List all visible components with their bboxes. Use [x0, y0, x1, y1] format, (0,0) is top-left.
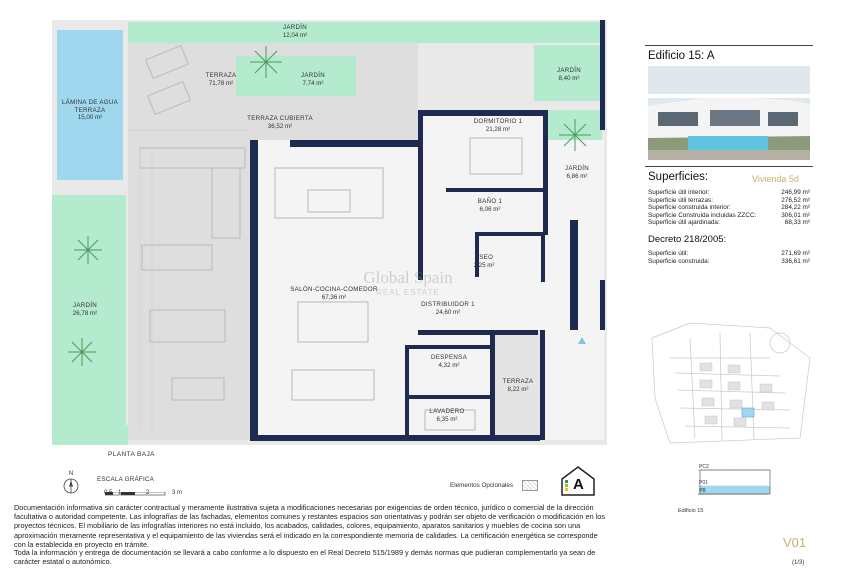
room-jardin-774: JARDÍN 7,74 m² [300, 72, 326, 87]
room-aseo: ASEO 2,25 m² [473, 254, 495, 269]
scale-label: ESCALA GRÁFICA [97, 476, 155, 483]
room-jardin-686: JARDÍN 6,86 m² [564, 165, 590, 180]
decreto-row: Superficie construida: 336,61 m² [648, 257, 810, 265]
scale-ticks [104, 490, 189, 498]
decreto-table [648, 250, 810, 265]
superficies-table [648, 189, 810, 227]
room-lamina-agua: LÁMINA DE AGUA TERRAZA 15,00 m² [61, 99, 119, 121]
legal-paragraph: Toda la información y entrega de documentación se llevará a cabo conforme a lo dispuesto en el Real Decreto 515/1989 y demás normas que pudieran complementarlo ya sean de carácter estatal o autonómico. [14, 548, 596, 567]
section-label: PC2 [699, 464, 709, 470]
vivienda-tag: Vivienda 5d [752, 174, 799, 184]
scale-tick: 0.5 [104, 490, 113, 496]
energy-letter: A [573, 476, 584, 493]
panel-top-rule [645, 45, 813, 46]
room-jardin-top: JARDÍN 12,04 m² [282, 24, 308, 39]
disclaimer-paragraph: Documentación informativa sin carácter contractual y meramente ilustrativa sujeta a modificaciones necesarias por exigencias de orden técnico, jurídico o comercial de la dirección facultativa o autoridad competente. Las infografías de las fachadas, elementos comunes y restantes espacios son orientativas y podrán ser objeto de verificación o modificación en los proyectos técnicos. El mobiliario de las infografías interiores no está incluido, los acabados, calidades, colores, equipamiento, aparatos sanitarios y muebles de cocina son una aproximación meramente representativa y el equipamiento de las viviendas será el indicado en la correspondiente memoria de calidades. La certificación energética se corresponde con la establecida en proyecto en trámite. [14, 503, 605, 549]
superficie-row: Superficie construida interior: 284,22 m² [648, 204, 810, 212]
superficie-row: Superficie útil ajardinada: 68,33 m² [648, 219, 810, 227]
superficies-title: Superficies: [648, 171, 709, 183]
compass-icon [62, 477, 80, 495]
superficie-row: Superficie Construida incluidas ZZCC: 306,01 m² [648, 211, 810, 219]
room-despensa: DESPENSA 4,32 m² [430, 354, 468, 369]
room-lavadero: LAVADERO 6,35 m² [429, 408, 465, 423]
site-map-graphic [650, 318, 815, 446]
superficie-row: Superficie útil interior: 246,99 m² [648, 189, 810, 196]
site-location-map [650, 318, 815, 446]
decreto-title: Decreto 218/2005: [648, 234, 727, 245]
room-terraza-822: TERRAZA 8,22 m² [502, 378, 534, 393]
room-jardin-side: JARDÍN 26,78 m² [72, 302, 98, 317]
superficie-row: Superficie útil terrazas: 276,52 m² [648, 196, 810, 204]
north-label: N [68, 471, 74, 477]
floor-label: PLANTA BAJA [108, 451, 155, 458]
north-arrow [62, 471, 80, 497]
section-label: P01 [699, 480, 708, 486]
energy-rating [560, 466, 596, 496]
scale-tick: 3 m [172, 490, 183, 496]
room-jardin-840: JARDÍN 8,40 m² [556, 67, 582, 82]
building-title: Edificio 15: A [648, 50, 715, 62]
building-render-graphic [648, 66, 810, 160]
watermark-subtitle: REAL ESTATE [376, 288, 440, 297]
page-indicator: (1/3) [792, 560, 805, 566]
section-diagram [678, 464, 778, 514]
room-salon: SALÓN-COCINA-COMEDOR 67,36 m² [290, 286, 378, 301]
optional-elements-swatch [522, 480, 538, 491]
scale-bar [105, 484, 185, 489]
section-label: PB [699, 488, 706, 494]
decreto-row: Superficie útil: 271,69 m² [648, 250, 810, 257]
scale-tick: 1 [118, 490, 122, 496]
section-graphic [678, 464, 778, 502]
building-render-image [648, 66, 810, 160]
watermark-title: Global Spain [363, 268, 453, 287]
room-terraza-cubierta: TERRAZA CUBIERTA 36,52 m² [247, 115, 313, 130]
version-label: V01 [783, 535, 807, 550]
room-terraza-main: TERRAZA 71,78 m² [205, 72, 237, 87]
superficies-rule [645, 166, 813, 167]
room-dormitorio: DORMITORIO 1 21,28 m² [473, 118, 523, 133]
section-caption: Edificio 15 [678, 508, 704, 514]
room-distribuidor: DISTRIBUIDOR 1 24,60 m² [421, 301, 475, 316]
scale-tick: 2 [146, 490, 150, 496]
room-bano: BAÑO 1 6,06 m² [477, 198, 503, 213]
optional-elements-label: Elementos Opcionales [450, 482, 514, 489]
